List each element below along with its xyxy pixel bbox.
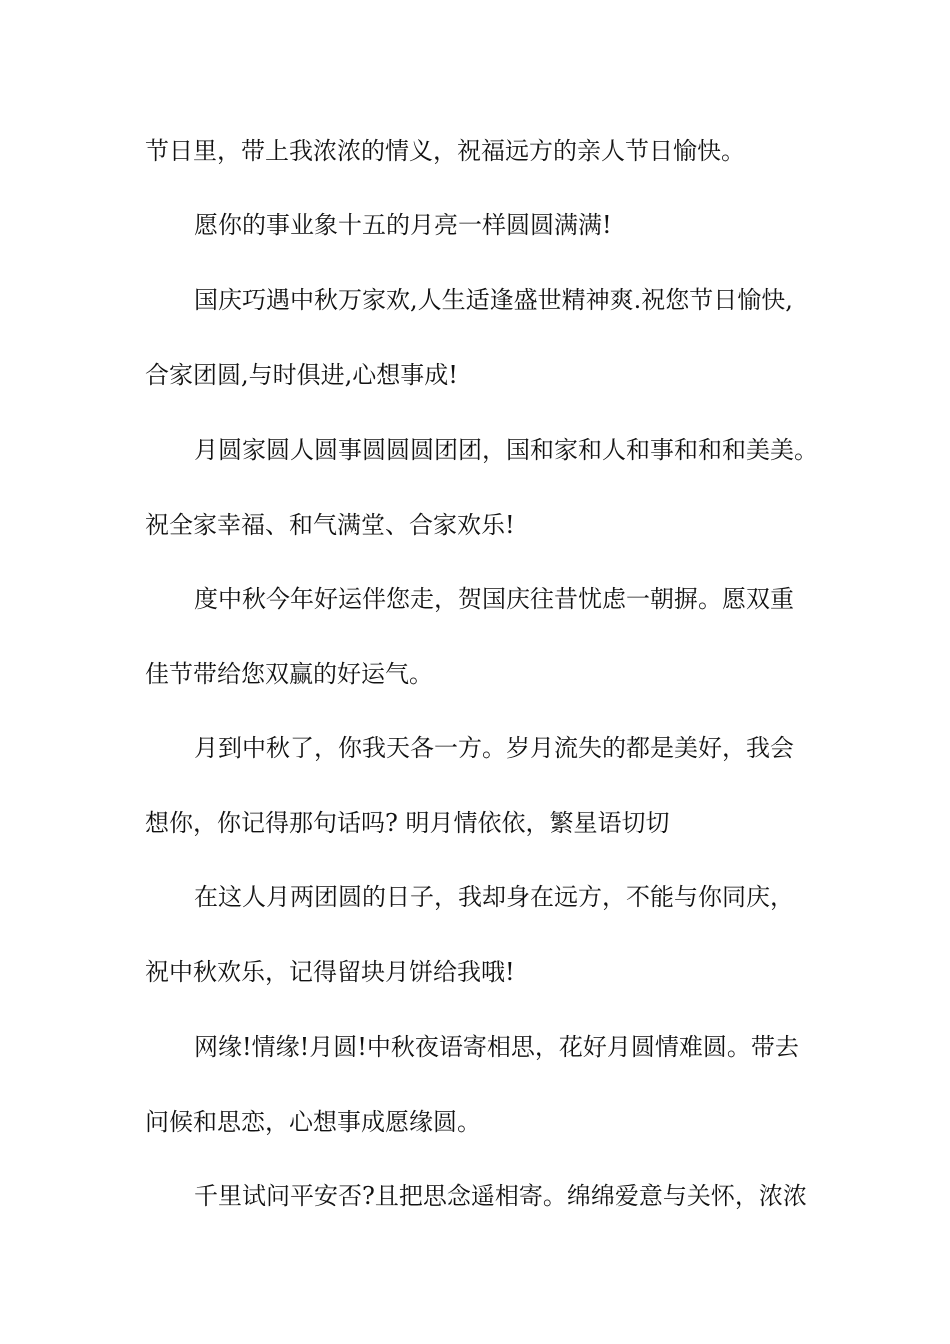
text-line: 合家团圆,与时俱进,心想事成! bbox=[145, 361, 458, 389]
paragraph-first-line: 在这人月两团圆的日子，我却身在远方，不能与你同庆， bbox=[194, 883, 794, 911]
paragraph-first-line: 愿你的事业象十五的月亮一样圆圆满满! bbox=[194, 211, 612, 239]
text-line: 祝全家幸福、和气满堂、合家欢乐! bbox=[145, 511, 515, 539]
paragraph-first-line: 网缘!情缘!月圆!中秋夜语寄相思，花好月圆情难圆。带去 bbox=[194, 1033, 799, 1061]
text-line: 想你，你记得那句话吗? 明月情依依，繁星语切切 bbox=[145, 809, 670, 837]
text-line: 问候和思恋，心想事成愿缘圆。 bbox=[145, 1108, 481, 1136]
paragraph-first-line: 国庆巧遇中秋万家欢,人生适逢盛世精神爽.祝您节日愉快, bbox=[194, 286, 793, 314]
text-line: 祝中秋欢乐，记得留块月饼给我哦! bbox=[145, 958, 515, 986]
paragraph-first-line: 月圆家圆人圆事圆圆圆团团，国和家和人和事和和和美美。 bbox=[194, 436, 818, 464]
text-line: 佳节带给您双赢的好运气。 bbox=[145, 660, 433, 688]
paragraph-first-line: 千里试问平安否?且把思念遥相寄。绵绵爱意与关怀，浓浓 bbox=[194, 1182, 807, 1210]
paragraph-first-line: 度中秋今年好运伴您走，贺国庆往昔忧虑一朝摒。愿双重 bbox=[194, 585, 794, 613]
paragraph-first-line: 月到中秋了，你我天各一方。岁月流失的都是美好，我会 bbox=[194, 734, 794, 762]
text-line: 节日里，带上我浓浓的情义，祝福远方的亲人节日愉快。 bbox=[145, 137, 745, 165]
